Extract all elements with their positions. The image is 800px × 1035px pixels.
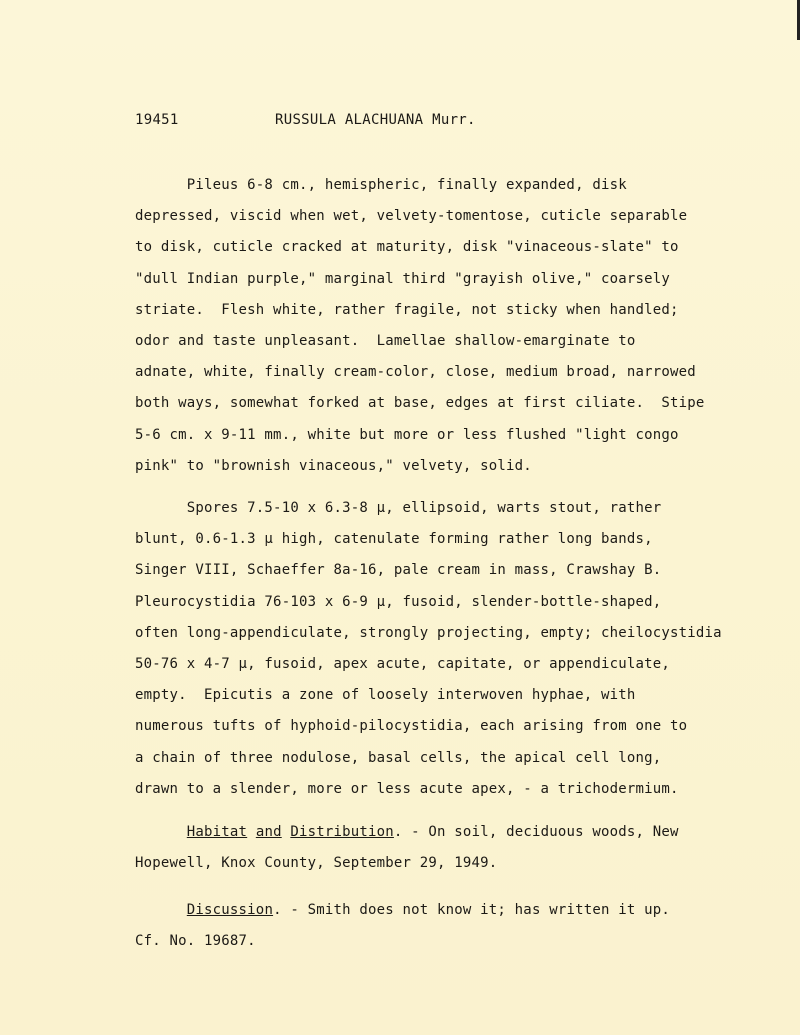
text-line: drawn to a slender, more or less acute apex, - a trichodermium. bbox=[135, 780, 679, 797]
text-line: odor and taste unpleasant. Lamellae shallow-emarginate to bbox=[135, 333, 636, 350]
discussion-text: . - Smith does not know it; has written it up. bbox=[273, 902, 670, 918]
discussion-heading: Discussion bbox=[186, 902, 274, 918]
text-line: "dull Indian purple," marginal third "grayish olive," coarsely bbox=[135, 270, 670, 287]
text-line: a chain of three nodulose, basal cells, the apical cell long, bbox=[135, 749, 662, 766]
species-title: RUSSULA ALACHUANA Murr. bbox=[275, 112, 476, 128]
habitat-text: . - On soil, deciduous woods, New bbox=[393, 824, 679, 840]
text-line: blunt, 0.6-1.3 μ high, catenulate forming rather long bands, bbox=[135, 531, 653, 548]
text-line: to disk, cuticle cracked at maturity, disk "vinaceous-slate" to bbox=[135, 239, 679, 256]
text-line: 50-76 x 4-7 μ, fusoid, apex acute, capitate, or appendiculate, bbox=[135, 656, 670, 673]
text-line: adnate, white, finally cream-color, close, medium broad, narrowed bbox=[135, 364, 696, 381]
text-line: Hopewell, Knox County, September 29, 1949. bbox=[135, 855, 498, 872]
distribution-heading: Distribution bbox=[290, 824, 394, 840]
habitat-heading: Habitat bbox=[186, 824, 248, 840]
text-line bbox=[135, 895, 795, 926]
discussion-paragraph bbox=[135, 895, 795, 957]
text-line: both ways, somewhat forked at base, edges at first ciliate. Stipe bbox=[135, 395, 705, 412]
text-line: Pleurocystidia 76-103 x 6-9 μ, fusoid, slender-bottle-shaped, bbox=[135, 593, 662, 610]
microscopy-paragraph bbox=[135, 493, 795, 805]
habitat-paragraph bbox=[135, 817, 795, 879]
text-line: Spores 7.5-10 x 6.3-8 μ, ellipsoid, warts stout, rather bbox=[135, 500, 662, 516]
text-line: Singer VIII, Schaeffer 8a-16, pale cream in mass, Crawshay B. bbox=[135, 562, 662, 579]
text-line: 5-6 cm. x 9-11 mm., white but more or less flushed "light congo bbox=[135, 426, 679, 443]
text-line: Cf. No. 19687. bbox=[135, 933, 256, 950]
text-line: numerous tufts of hyphoid-pilocystidia, each arising from one to bbox=[135, 718, 688, 735]
habitat-heading-and: and bbox=[255, 824, 282, 840]
text-line: empty. Epicutis a zone of loosely interwoven hyphae, with bbox=[135, 687, 636, 704]
specimen-number: 19451 bbox=[135, 112, 179, 128]
text-line: pink" to "brownish vinaceous," velvety, solid. bbox=[135, 457, 532, 474]
text-line: depressed, viscid when wet, velvety-tomentose, cuticle separable bbox=[135, 208, 688, 225]
text-line: striate. Flesh white, rather fragile, not sticky when handled; bbox=[135, 301, 679, 318]
text-line: Pileus 6-8 cm., hemispheric, finally expanded, disk bbox=[135, 177, 627, 193]
description-paragraph bbox=[135, 170, 795, 482]
text-line bbox=[135, 817, 795, 848]
text-line: often long-appendiculate, strongly projecting, empty; cheilocystidia bbox=[135, 624, 722, 641]
document-header bbox=[135, 112, 476, 128]
